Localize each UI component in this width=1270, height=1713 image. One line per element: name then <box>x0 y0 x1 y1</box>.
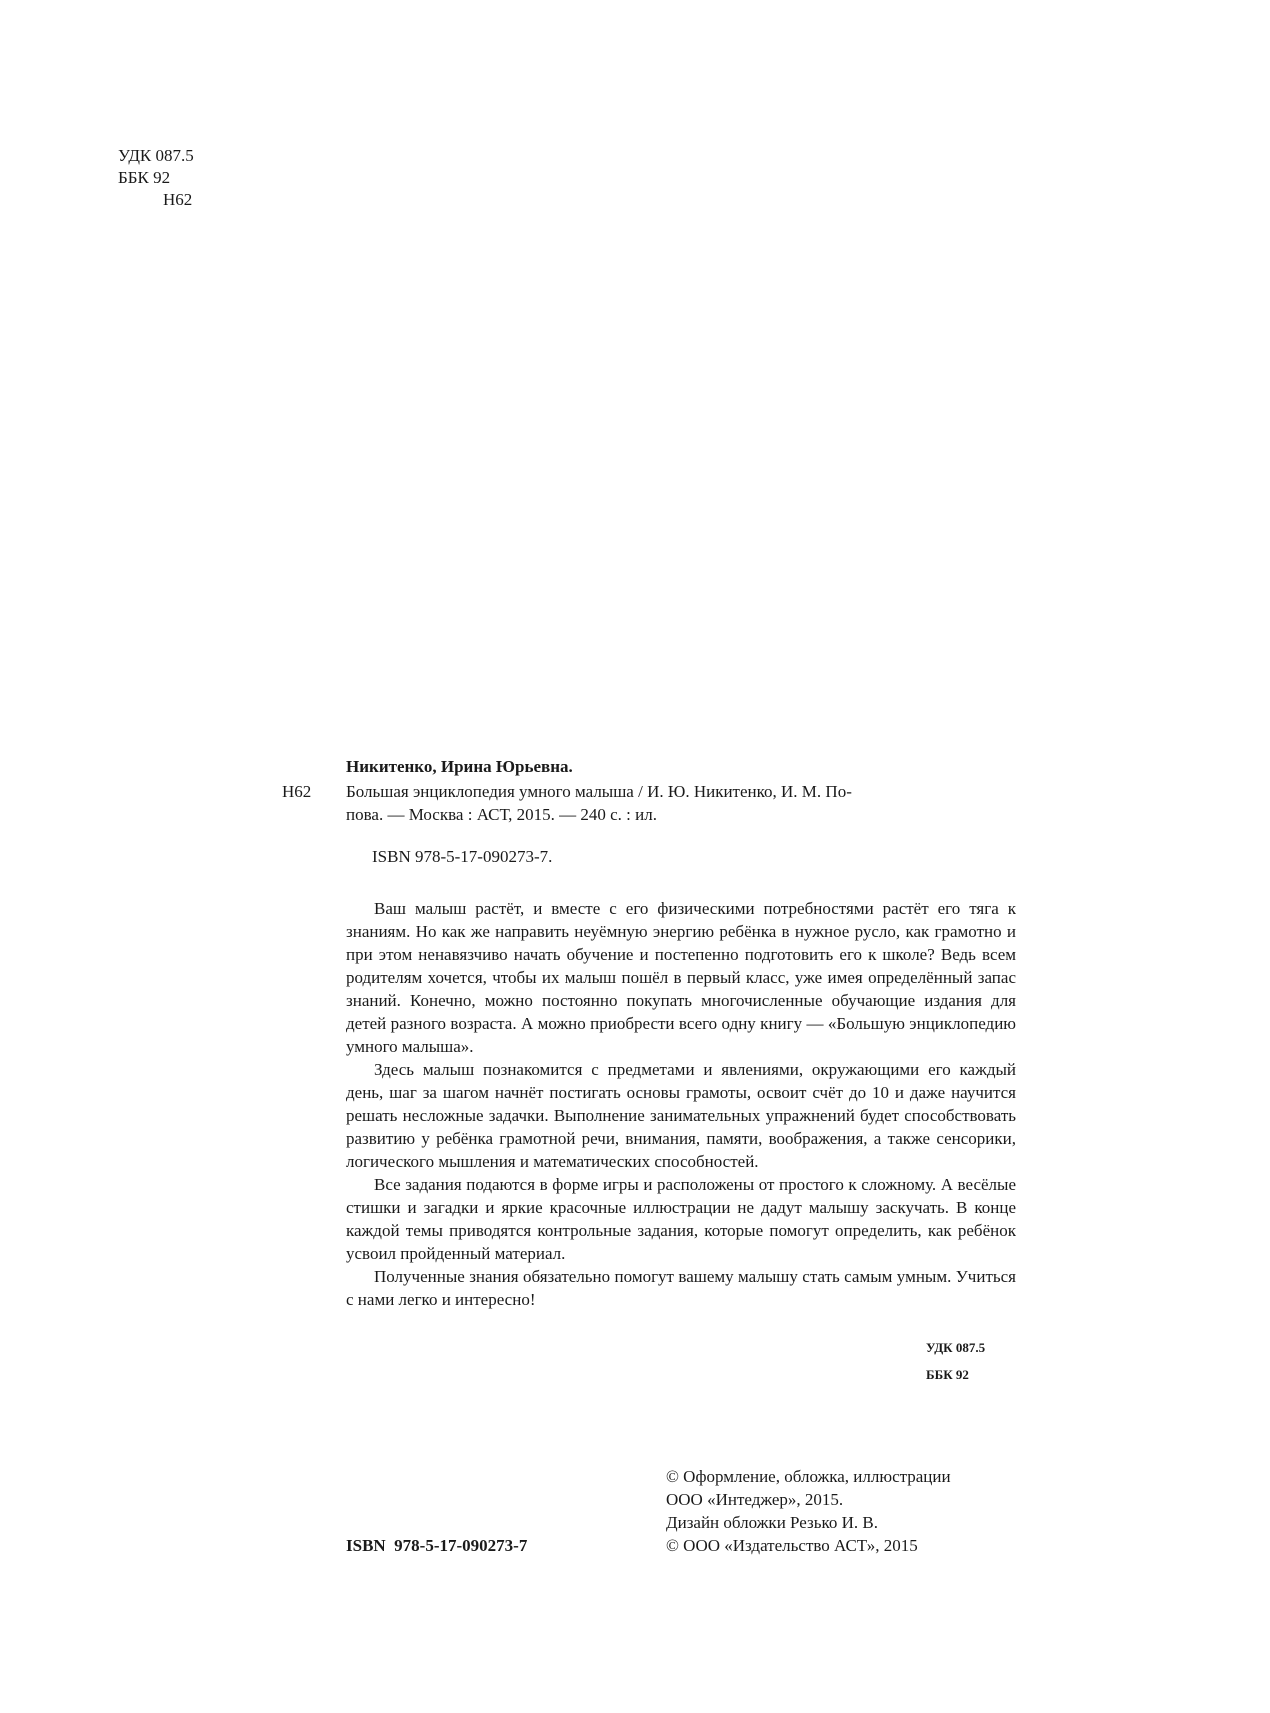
copyright-block <box>666 1465 951 1557</box>
bbk-code: ББК 92 <box>118 168 171 187</box>
copyright-line: ООО «Интеджер», 2015. <box>666 1490 844 1509</box>
top-classification <box>118 145 194 211</box>
record-author-mark: Н62 <box>282 782 312 801</box>
record-title-line: пова. — Москва : АСТ, 2015. — 240 с. : ил. <box>346 805 657 824</box>
record-title-line: Большая энциклопедия умного малыша / И. Ю. Никитенко, И. М. По- <box>346 782 852 801</box>
footer-isbn: ISBN 978-5-17-090273-7 <box>346 1536 528 1555</box>
annotation-paragraph: Ваш малыш растёт, и вместе с его физическими потребностями растёт его тяга к знаниям. Но как же направить неуёмную энергию ребёнка в нужное русло, как грамотно и при этом ненавязчиво начать обучение и постепенно подготовить его к школе? Ведь всем родителям хочется, чтобы их малыш пошёл в первый класс, уже имея определённый запас знаний. Конечно, можно постоянно покупать многочисленные обучающие издания для детей разного возраста. А можно приобрести всего одну книгу — «Большую энциклопедию умного малыша». <box>346 899 1016 1056</box>
bottom-udk-code: УДК 087.5 <box>926 1340 986 1355</box>
record-title <box>346 780 1016 826</box>
annotation-paragraph: Полученные знания обязательно помогут вашему малышу стать самым умным. Учиться с нами легко и интересно! <box>346 1267 1016 1309</box>
author-mark: Н62 <box>163 190 193 209</box>
copyright-line: Дизайн обложки Резько И. В. <box>666 1513 879 1532</box>
annotation-paragraph: Здесь малыш познакомится с предметами и явлениями, окружающими его каждый день, шаг за шагом начнёт постигать основы грамоты, освоит счёт до 10 и даже научится решать несложные задачки. Выполнение занимательных упражнений будет способствовать развитию у ребёнка грамотной речи, внимания, памяти, воображения, а также сенсорики, логического мышления и математических способностей. <box>346 1060 1016 1171</box>
annotation <box>346 897 1016 1311</box>
udk-code: УДК 087.5 <box>118 146 194 165</box>
annotation-paragraph: Все задания подаются в форме игры и расположены от простого к сложному. А весёлые стишки и загадки и яркие красочные иллюстрации не дадут малышу заскучать. В конце каждой темы приводятся контрольные задания, которые помогут определить, как ребёнок усвоил пройденный материал. <box>346 1175 1016 1263</box>
record-isbn: ISBN 978-5-17-090273-7. <box>372 847 553 866</box>
bottom-classification <box>926 1337 985 1386</box>
copyright-line: © Оформление, обложка, иллюстрации <box>666 1467 951 1486</box>
copyright-line: © ООО «Издательство АСТ», 2015 <box>666 1536 918 1555</box>
record-author: Никитенко, Ирина Юрьевна. <box>346 757 573 776</box>
bottom-bbk-code: ББК 92 <box>926 1367 969 1382</box>
